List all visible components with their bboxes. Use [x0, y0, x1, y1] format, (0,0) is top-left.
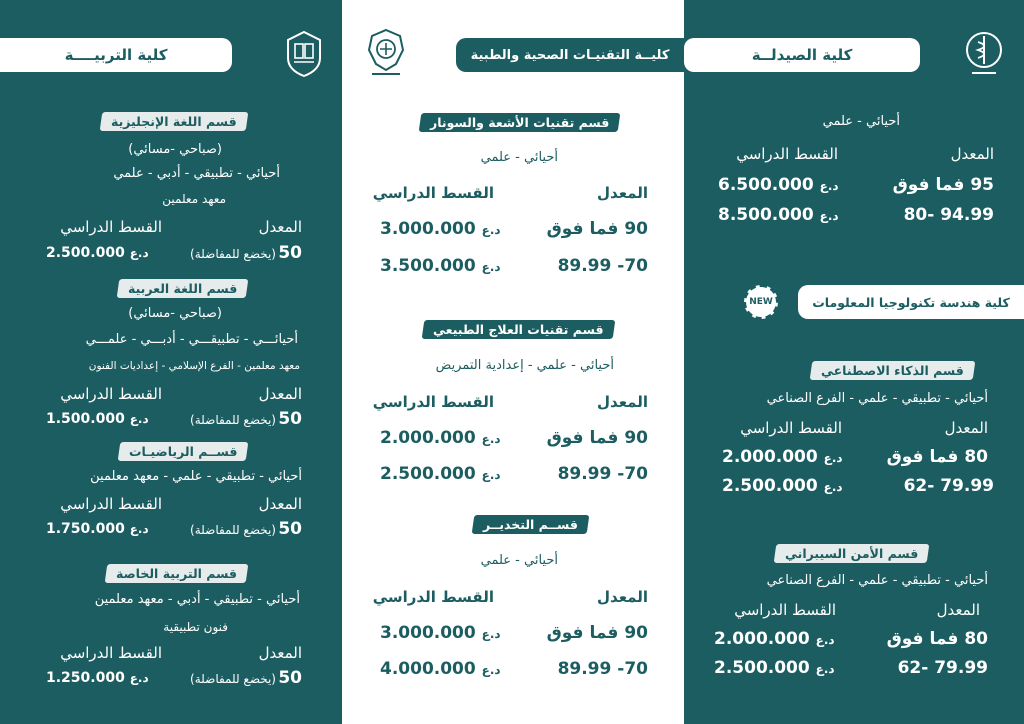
arabic-extra: معهد معلمين - الفرع الإسلامي - إعداديات الفنون — [88, 360, 300, 372]
ai-col-fee: القسط الدراسي — [740, 419, 842, 437]
pharmacy-branches: أحيائي - علمي — [822, 114, 900, 129]
anesthesia-dept-title: قســم التخديــر — [472, 515, 590, 534]
ai-rate-2: 62- 79.99 — [903, 476, 994, 496]
physio-branches: أحيائي - علمي - إعدادية التمريض — [435, 358, 614, 373]
english-dept-title: قسم اللغة الإنجليزية — [100, 112, 248, 131]
math-fee-row — [46, 521, 149, 537]
special-extra: فنون تطبيقية — [163, 620, 228, 634]
english-col-rate: المعدل — [258, 218, 302, 236]
pharmacy-fee-1: 6.500.000 — [718, 175, 814, 195]
anesthesia-cur-2: د.ع — [481, 663, 501, 677]
radiology-dept-title: قسم تقنيات الأشعة والسونار — [418, 113, 620, 132]
new-badge: NEW — [744, 285, 778, 319]
physio-col-rate: المعدل — [597, 393, 648, 411]
cyber-rate-1: 80 فما فوق — [886, 629, 988, 649]
physio-rate-2: 70- 89.99 — [557, 464, 648, 484]
radiology-rate-2: 70- 89.99 — [557, 256, 648, 276]
english-fee-row — [46, 245, 149, 261]
anesthesia-col-fee: القسط الدراسي — [372, 588, 494, 606]
english-extra: معهد معلمين — [162, 192, 226, 206]
pharmacy-col-fee: القسط الدراسي — [736, 145, 838, 163]
english-rate: 50 — [278, 243, 302, 263]
math-branches: أحيائي - تطبيقي - علمي - معهد معلمين — [90, 469, 302, 484]
special-col-rate: المعدل — [258, 644, 302, 662]
pharmacy-fee-row-2 — [718, 205, 839, 225]
pharmacy-cur-2: د.ع — [819, 209, 839, 223]
special-fee: 1.250.000 — [46, 670, 125, 686]
health-logo-icon — [366, 28, 406, 76]
arabic-dept-title: قسم اللغة العربية — [116, 279, 248, 298]
ai-fee-2: 2.500.000 — [722, 476, 818, 496]
radiology-rate-1: 90 فما فوق — [546, 219, 648, 239]
physio-rate-1: 90 فما فوق — [546, 428, 648, 448]
pharmacy-title: كلية الصيدلــة — [684, 38, 920, 72]
pharmacy-logo-icon — [964, 30, 1004, 78]
math-dept-title: قســم الرياضيـات — [117, 442, 248, 461]
math-rate: 50 — [278, 519, 302, 539]
cyber-fee-1: 2.000.000 — [714, 629, 810, 649]
physio-fee-row-1 — [380, 428, 501, 448]
anesthesia-col-rate: المعدل — [597, 588, 648, 606]
pharmacy-rate-1: 95 فما فوق — [892, 175, 994, 195]
education-logo-icon — [284, 30, 324, 78]
ai-cur-2: د.ع — [823, 480, 843, 494]
anesthesia-fee-1: 3.000.000 — [380, 623, 476, 643]
physio-fee-2: 2.500.000 — [380, 464, 476, 484]
physio-col-fee: القسط الدراسي — [372, 393, 494, 411]
physio-cur-1: د.ع — [481, 432, 501, 446]
pharmacy-col-rate: المعدل — [950, 145, 994, 163]
arabic-note: (يخضع للمفاضلة) — [190, 413, 276, 427]
anesthesia-branches: أحيائي - علمي — [480, 553, 558, 568]
cyber-rate-2: 62- 79.99 — [897, 658, 988, 678]
cyber-col-rate: المعدل — [936, 601, 980, 619]
pharmacy-cur-1: د.ع — [819, 179, 839, 193]
ai-fee-row-1 — [722, 447, 843, 467]
cyber-dept-title: قسم الأمن السيبراني — [773, 544, 929, 563]
anesthesia-fee-row-1 — [380, 623, 501, 643]
physio-fee-1: 2.000.000 — [380, 428, 476, 448]
special-branches: أحيائي - تطبيقي - أدبي - معهد معلمين — [94, 592, 300, 607]
radiology-col-fee: القسط الدراسي — [372, 184, 494, 202]
pharmacy-fee-row-1 — [718, 175, 839, 195]
arabic-fee-row — [46, 411, 149, 427]
pharmacy-rate-2: 80- 94.99 — [903, 205, 994, 225]
arabic-fee: 1.500.000 — [46, 411, 125, 427]
radiology-fee-2: 3.500.000 — [380, 256, 476, 276]
special-dept-title: قسم التربية الخاصة — [105, 564, 249, 583]
special-fee-row — [46, 670, 149, 686]
special-rate: 50 — [278, 668, 302, 688]
radiology-fee-row-2 — [380, 256, 501, 276]
math-col-rate: المعدل — [258, 495, 302, 513]
panel-education — [0, 0, 342, 724]
radiology-cur-1: د.ع — [481, 223, 501, 237]
special-cur: د.ع — [129, 671, 149, 685]
anesthesia-fee-row-2 — [380, 659, 501, 679]
english-branches: أحيائي - تطبيقي - أدبي - علمي — [113, 166, 280, 181]
anesthesia-rate-2: 70- 89.99 — [557, 659, 648, 679]
radiology-col-rate: المعدل — [597, 184, 648, 202]
ai-col-rate: المعدل — [944, 419, 988, 437]
english-shift: (صباحي -مسائي) — [128, 142, 222, 157]
physio-fee-row-2 — [380, 464, 501, 484]
arabic-cur: د.ع — [129, 412, 149, 426]
panel-health — [342, 0, 684, 724]
radiology-fee-1: 3.000.000 — [380, 219, 476, 239]
cyber-fee-row-2 — [714, 658, 835, 678]
arabic-shift: (صباحي -مسائي) — [128, 306, 222, 321]
cyber-cur-1: د.ع — [815, 633, 835, 647]
ai-dept-title: قسم الذكاء الاصطناعي — [810, 361, 975, 380]
it-college-title: كلية هندسة تكنولوجيا المعلومات — [798, 285, 1024, 319]
english-cur: د.ع — [129, 246, 149, 260]
arabic-rate: 50 — [278, 409, 302, 429]
pharmacy-fee-2: 8.500.000 — [718, 205, 814, 225]
anesthesia-fee-2: 4.000.000 — [380, 659, 476, 679]
radiology-cur-2: د.ع — [481, 260, 501, 274]
ai-branches: أحيائي - تطبيقي - علمي - الفرع الصناعي — [766, 391, 988, 406]
cyber-branches: أحيائي - تطبيقي - علمي - الفرع الصناعي — [766, 573, 988, 588]
math-col-fee: القسط الدراسي — [60, 495, 162, 513]
cyber-cur-2: د.ع — [815, 662, 835, 676]
math-cur: د.ع — [129, 522, 149, 536]
arabic-branches: أحيائـــي - تطبيقـــي - أدبـــي - علمـــي — [85, 332, 298, 347]
english-fee: 2.500.000 — [46, 245, 125, 261]
cyber-fee-2: 2.500.000 — [714, 658, 810, 678]
anesthesia-cur-1: د.ع — [481, 627, 501, 641]
panel-pharmacy — [684, 0, 1024, 724]
ai-rate-1: 80 فما فوق — [886, 447, 988, 467]
physio-dept-title: قسم تقنيات العلاج الطبيعي — [422, 320, 615, 339]
arabic-col-fee: القسط الدراسي — [60, 385, 162, 403]
special-col-fee: القسط الدراسي — [60, 644, 162, 662]
cyber-fee-row-1 — [714, 629, 835, 649]
arabic-col-rate: المعدل — [258, 385, 302, 403]
ai-fee-1: 2.000.000 — [722, 447, 818, 467]
math-fee: 1.750.000 — [46, 521, 125, 537]
radiology-fee-row-1 — [380, 219, 501, 239]
ai-fee-row-2 — [722, 476, 843, 496]
physio-cur-2: د.ع — [481, 468, 501, 482]
special-note: (يخضع للمفاضلة) — [190, 672, 276, 686]
english-note: (يخضع للمفاضلة) — [190, 247, 276, 261]
anesthesia-rate-1: 90 فما فوق — [546, 623, 648, 643]
ai-cur-1: د.ع — [823, 451, 843, 465]
radiology-branches: أحيائي - علمي — [480, 150, 558, 165]
health-title: كليــة التقنيـات الصحية والطبية — [456, 38, 684, 72]
math-note: (يخضع للمفاضلة) — [190, 523, 276, 537]
education-title: كلية التربيــــة — [0, 38, 232, 72]
cyber-col-fee: القسط الدراسي — [734, 601, 836, 619]
english-col-fee: القسط الدراسي — [60, 218, 162, 236]
